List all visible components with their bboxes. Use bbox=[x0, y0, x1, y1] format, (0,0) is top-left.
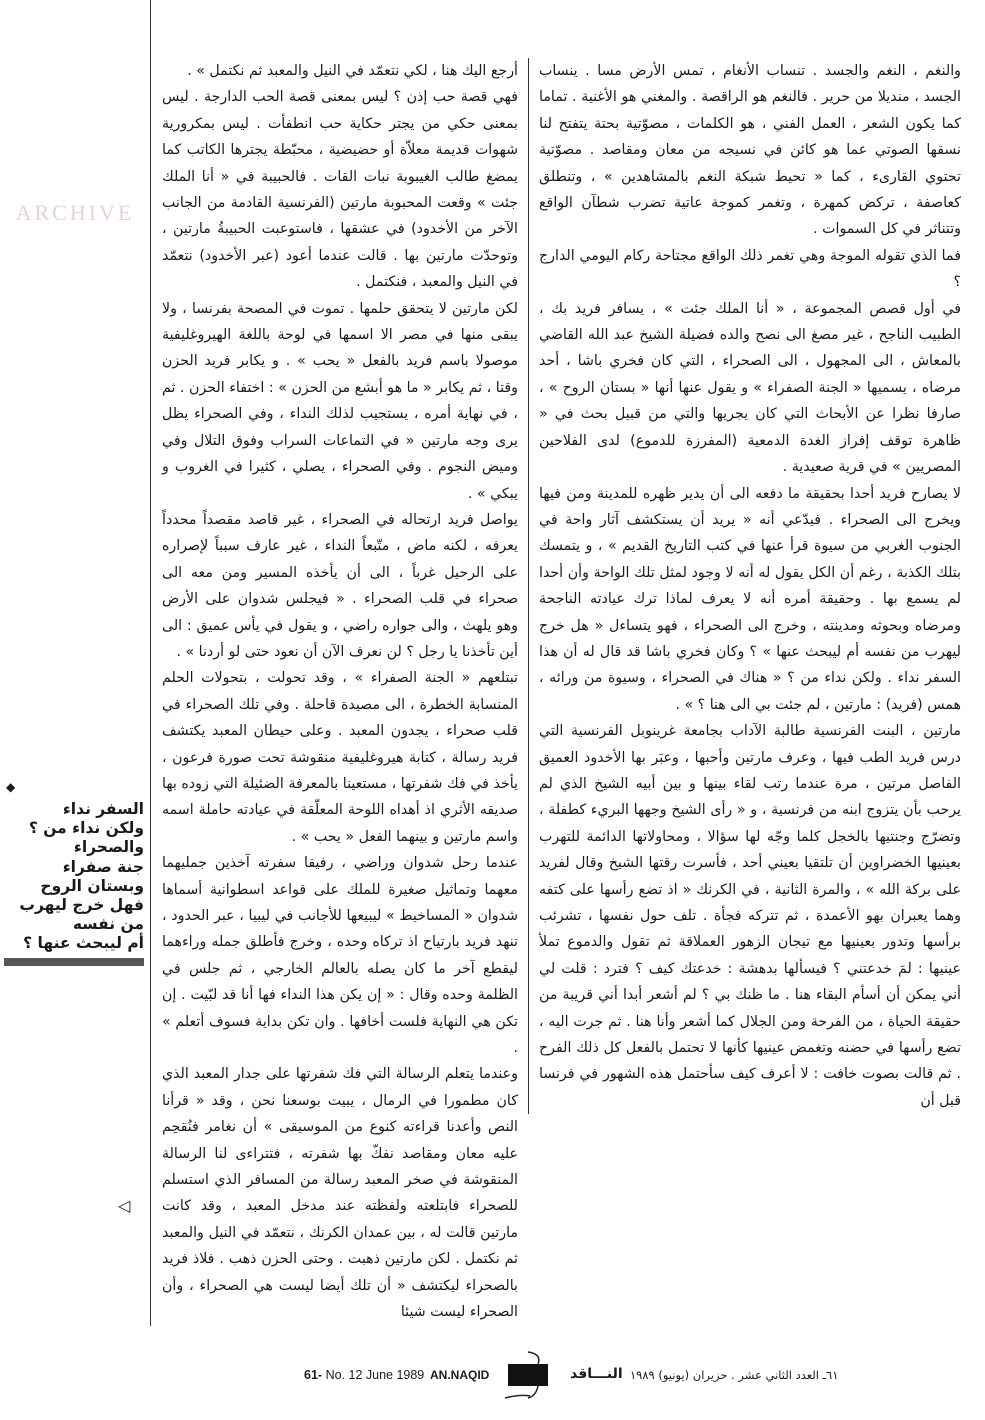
article-column-right bbox=[528, 58, 961, 1114]
paragraph: يواصل فريد ارتحاله في الصحراء ، غير قاصد مقصداً محدداً يعرفه ، لكنه ماض ، متّبعاً النداء ، غير عارف سبباً لإصراره على الرحيل غرباً ، الى أن يأخذه المسير ومن معه الى صحراء في قلب الصحراء . « فيجلس شدوان على الأرض وهو يلهث ، والى جواره راضي ، و يقول في يأس عميق : الى أين تأخذنا يا رجل ؟ لن نعرف الآن أن نعود حتى لو أردنا » . bbox=[162, 511, 518, 660]
page-footer bbox=[280, 1350, 840, 1400]
paragraph: وعندما يتعلم الرسالة التي فك شفرتها على جدار المعبد الذي كان مطمورا في الرمال ، يبيت بوسعنا نحن ، وقد « قرأنا النص وأعدنا قراءته كنوع من الموسيقى » أن نغامر فنُقحِم عليه معان ومقاصد نفكّ بها شفرته ، فتتراءى لنا الرسالة المنقوشة في صخر المعبد رسالة من المسافر الذي استسلم للصحراء فابتلعته ولفظته عند مدخل المعبد ، وقد كانت مارتين قالت له ، بين عمدان الكرنك ، نتعمّد في النيل والمعبد ثم نكتمل . لكن مارتين ذهبت . وحتى الحزن ذهب . فلاذ فريد بالصحراء ليكتشف « أن تلك أيضا ليست هي الصحراء ، وأن الصحراء ليست شيئا bbox=[162, 1066, 518, 1321]
issue-info-ar: ٦١ـ العدد الثاني عشر . حزيران (يونيو) ١٩٨٩ bbox=[630, 1367, 839, 1382]
footer-issue-en bbox=[304, 1368, 424, 1382]
paragraph: عندما رحل شدوان وراضي ، رفيقا سفرته آخذين جمليهما معهما وتماثيل صغيرة للملك على قواعد اسطوانية أسماها شدوان « المساخيط » ليبيعها للأجانب في ليبيا ، عبر الحدود ، تنهد فريد بارتياح اذ تركاه وحده ، وخرج فأطلق جمله وراءهما ليقطع آخر ما كان يصله بالعالم الخارجي ، ثم جلس في الظلمة وحده وقال : « إن يكن هذا النداء فها أنا قد لبّيت . إن تكن هي النهاية فلست أخافها . وان تكن بداية فسوف أتعلم » . bbox=[162, 855, 518, 1057]
brand-name-ar: النـــاقد bbox=[570, 1365, 623, 1382]
paragraph: والنغم ، النغم والجسد . تنساب الأنغام ، تمس الأرض مسا . ينساب الجسد ، منديلا من حرير . فالنغم هو الراقصة . والمغني هو الأغنية . تماما كما يكون الشعر ، العمل الفني ، هو الكلمات ، مصوّتية بحتة يتفتح لنا نسقها الصوتي عما هو كائن في نسيجه من معان ومقاصد . مصوّتية تحتوي القارىء ، كما « تحيط شبكة النغم بالمشاهدين » ، وتنطلق كعاصفة ، تركض كمهرة ، وتغمر كموجة عاتية تضرب شطآن الواقع وتتناثر في كل السموات . bbox=[539, 63, 961, 238]
archive-watermark: ARCHIVE bbox=[15, 200, 135, 225]
magazine-logo-icon bbox=[502, 1350, 562, 1400]
pull-quote-line: أم ليبحث عنها ؟ bbox=[23, 934, 144, 953]
paragraph: فهي قصة حب إذن ؟ ليس بمعنى قصة الحب الدارجة . ليس بمعنى حكي من يجتر حكاية حب انطفأت . ليس بمكرورية شهوات قديمة معلاّة أو حضيضية ، محبّطة يجترها الكاتب كما يمضغ طالب الغيبوبة نبات القات . فالحبيبة في « أنا الملك جئت » وقعت المحبوبة مارتين (الفرنسية القادمة من الجانب الآخر من الأخدود) في عشقها ، فاستوعبت الحبيبةُ مارتين ، وتوحدّت مارتين بها . قالت عندما أعود (عبر الأخدود) نتعمّد في النيل والمعبد ، فنكتمل . bbox=[162, 89, 518, 291]
issue-info-en: No. 12 June 1989 bbox=[325, 1367, 425, 1382]
pull-quote-line: ولكن نداء من ؟ bbox=[28, 819, 144, 838]
pull-quote-line: من نفسه bbox=[72, 915, 144, 934]
brand-name-en: AN.NAQID bbox=[430, 1367, 490, 1382]
pull-quote-line: فهل خرج ليهرب bbox=[19, 896, 144, 915]
article-column-left bbox=[162, 58, 528, 1326]
pull-quote-line: السفر نداء bbox=[62, 800, 144, 818]
continue-arrow-icon: ◁ bbox=[118, 1196, 131, 1215]
paragraph: أرجع اليك هنا ، لكي نتعمّد في النيل والمعبد ثم نكتمل » . bbox=[187, 63, 518, 79]
paragraph: تبتلعهم « الجنة الصفراء » ، وقد تحولت ، بتحولات الحلم المنسابة الخطرة ، الى مصيدة قاحلة . وفي تلك الصحراء في قلب صحراء ، يجدون المعبد . وعلى حيطان المعبد يكتشف فريد رسالة ، كتابة هيروغليفية منقوشة تحت صورة فرعون ، يأخذ في فك شفرتها ، مستعينا بالمعرفة الضئيلة التي زوده بها صديقه الأثري اذ أهداه اللوحة المعلّقة في عيادته حاملة اسمه واسم مارتين و بينهما الفعل « يحب » . bbox=[162, 670, 518, 845]
paragraph: لكن مارتين لا يتحقق حلمها . تموت في المصحة بفرنسا ، ولا يبقى منها في مصر الا اسمها في لوحة باللغة الهيروغليفية موصولا باسم فريد بالفعل « يحب » . و يكابر فريد الحزن وقتا ، ثم يكابر « ما هو أبشع من الحزن » : اختفاء الحزن . ثم ، في نهاية أمره ، يستجيب لذلك النداء ، وفي الصحراء يظل يرى وجه مارتين « في التماعات السراب وفوق التلال وفي وميض النجوم . وفي الصحراء ، يصلي ، كثيرا في الغروب و يبكي » . bbox=[162, 300, 518, 502]
pull-quote-line: وبستان الروح bbox=[40, 876, 144, 895]
paragraph: لا يصارح فريد أحدا بحقيقة ما دفعه الى أن يدير ظهره للمدينة ومن فيها ويخرج الى الصحراء . فيدّعي أنه « يريد أن يستكشف آثار واحة في الجنوب الغربي من سيوة قرأ عنها في كتب التاريخ القديم » ، و يتمسك بتلك الكذبة ، رغم أن الكل يقول له أنه لا وجود لمثل تلك الواحة وأن أحدا لم يسمع بها . وحقيقة أمره أنه لا يعرف لماذا ترك عيادته الناجحة ومرضاه وبحوثه ومدينته ، وخرج الى الصحراء ، فهو يتساءل « هل خرج ليهرب من نفسه أم ليبحث عنها » ؟ وكان فخري باشا قد قال له أن هذا السفر نداء . ولكن نداء من ؟ « هناك في الصحراء ، وسيوة من ورائه ، همس (فريد) : مارتين ، لم جئت بي الى هنا ؟ » . bbox=[539, 485, 961, 713]
paragraph: في أول قصص المجموعة ، « أنا الملك جئت » ، يسافر فريد بك ، الطبيب الناجح ، غير مصغ الى نصح والده فضيلة الشيخ عبد الله القاضي بالمعاش ، الى المجهول ، الى الصحراء ، التي كان فخري باشا ، أحد مرضاه ، يسميها « الجنة الصفراء » و يقول عنها أنها « بستان الروح » ، صارفا نظرا عن الأبحاث التي كان يجريها والتي من قبيل بحث في « ظاهرة توقف إفراز الغدة الدمعية (المفرزة للدموع) لدى الفلاحين المصريين » في قرية صعيدية . bbox=[539, 300, 961, 476]
paragraph: فما الذي تقوله الموجة وهي تغمر ذلك الواقع مجتاحة ركام اليومي الدارج ؟ bbox=[539, 247, 961, 291]
pull-quote-line: والصحراء bbox=[73, 838, 144, 857]
pull-quote bbox=[4, 800, 144, 954]
pull-quote-line: جنة صفراء bbox=[62, 857, 144, 876]
article-body bbox=[150, 0, 961, 1326]
sidebar bbox=[0, 0, 150, 1000]
paragraph: مارتين ، البنت الفرنسية طالبة الآداب بجامعة غرينوبل الفرنسية التي درس فريد الطب فيها ، وعرف مارتين وأحبها ، وعبَر بها الأخدود العميق الفاصل مرتين ، مرة عندما رتب لقاء بينها و بين أبيه الشيخ الذي لم يرحب بأن يتزوج ابنه من فرنسية ، و « رأى الشيخ وجهها البريء كطفلة ، وتضرّج وجنتيها بالخجل كلما وجّه لها سؤالا ، ومحاولاتها الدائمة للتهرب بعينيها الخضراوين أن تلتقيا بعيني أحد ، فأسرت رقتها الشيخ وقال لفريد على بركة الله » ، والمرة الثانية ، في الكرنك « اذ تضع رأسها على كتفه وهما يعبران بهو الأعمدة ، ثم تتركه فجأة . تلف حول نفسها ، تشرئب برأسها وتدور بعينيها مع تيجان الزهور العملاقة ثم تقول والدموع تملأ عينيها : لمَ خدعتني ؟ فيسألها بدهشة : خدعتك كيف ؟ فترد : قلت لي أني يمكن أن أسأم البقاء هنا . ما ظنك بي ؟ لم أشعر أبدا أني قريبة من حقيقة الحياة ، من الفرحة ومن الجلال كما أشعر وأنا هنا . ثم جرت اليه ، تضع رأسها في حضنه وتغمض عينيها كأنها لا تحتمل بالفعل كل ذلك الفرح . ثم قالت بصوت خافت : لا أعرف كيف سأحتمل هذه الشهور في فرنسا قبل أن bbox=[539, 723, 961, 1109]
diamond-bullet-icon: ◆ bbox=[6, 780, 16, 794]
pull-quote-bar bbox=[4, 958, 144, 966]
page-number: 61- bbox=[304, 1367, 323, 1382]
